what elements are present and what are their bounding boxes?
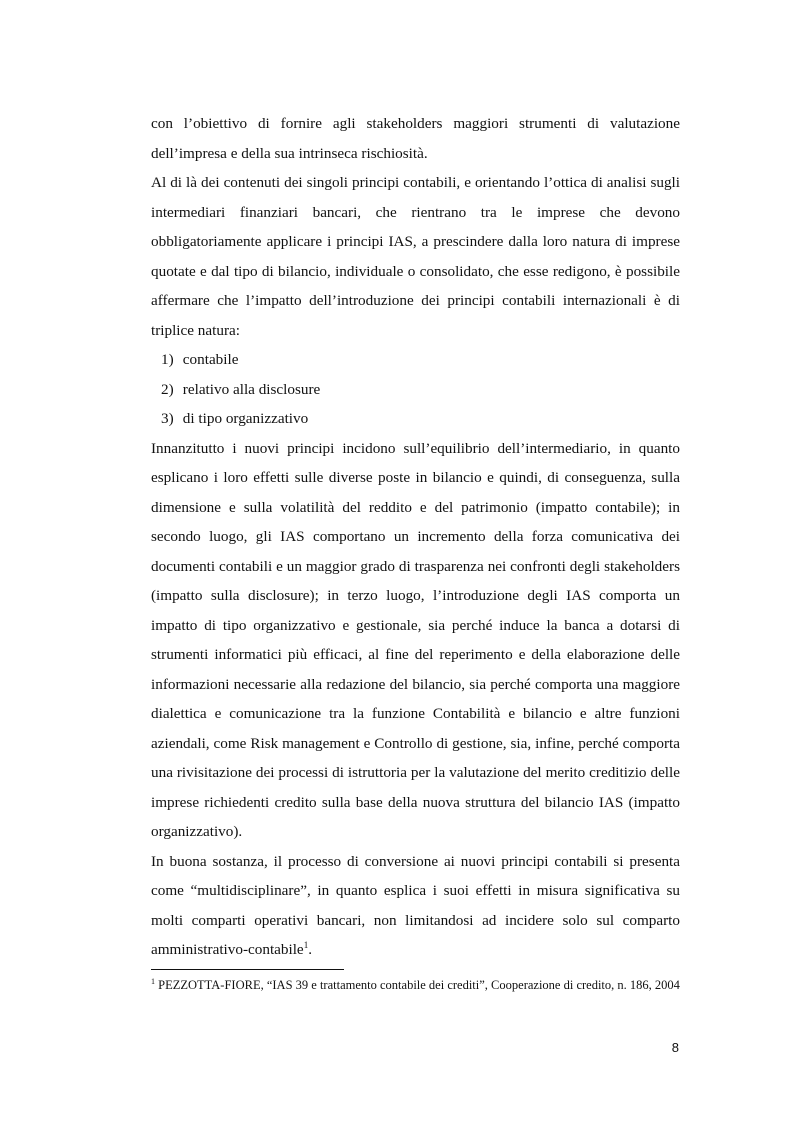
footnote-text: PEZZOTTA-FIORE, “IAS 39 e trattamento contabile dei crediti”, Cooperazione di credito, n. 186, 2004 bbox=[158, 978, 680, 992]
list-item-text: di tipo organizzativo bbox=[182, 410, 309, 427]
list-item bbox=[151, 345, 680, 375]
paragraph-4-end: . bbox=[308, 941, 312, 958]
list-item-text: relativo alla disclosure bbox=[182, 380, 321, 398]
footnote bbox=[151, 976, 680, 994]
list-item-number: 3) bbox=[161, 410, 174, 427]
list-item-number: 1) bbox=[161, 351, 174, 368]
paragraph-4 bbox=[151, 847, 680, 965]
footnote-marker: 1 bbox=[151, 976, 155, 986]
paragraph-2: Al di là dei contenuti dei singoli principi contabili, e orientando l’ottica di analisi sugli intermediari finanziari bancari, che rientrano tra le imprese che devono obbligatoriamente applicare i principi IAS, a prescindere dalla loro natura di imprese quotate e dal tipo di bilancio, individuale o consolidato, che esse redigono, è possibile affermare che l’impatto dell’introduzione dei principi contabili internazionali è di triplice natura: bbox=[151, 174, 680, 339]
page-number: 8 bbox=[671, 1040, 679, 1055]
footnote-separator bbox=[151, 969, 344, 970]
list-item bbox=[151, 375, 680, 405]
impact-list bbox=[151, 345, 680, 434]
paragraph-3: Innanzitutto i nuovi principi incidono sull’equilibrio dell’intermediario, in quanto esplicano i loro effetti sulle diverse poste in bilancio e quindi, di conseguenza, sulla dimensione e sulla volatilità del reddito e del patrimonio (impatto contabile); in secondo luogo, gli IAS comportano un incremento della forza comunicativa dei documenti contabili e un maggior grado di trasparenza nei confronti degli stakeholders (impatto sulla disclosure); in terzo luogo, l’introduzione degli IAS comporta un impatto di tipo organizzativo e gestionale, sia perché induce la banca a dotarsi di strumenti informatici più efficaci, al fine del reperimento e della elaborazione delle informazioni necessarie alla redazione del bilancio, sia perché comporta una maggiore dialettica e comunicazione tra la funzione Contabilità e bilancio e altre funzioni aziendali, come Risk management e Controllo di gestione, sia, infine, perché comporta una rivisitazione dei processi di istruttoria per la valutazione del merito creditizio delle imprese richiedenti credito sulla base della nuova struttura del bilancio IAS (impatto organizzativo). bbox=[151, 439, 680, 840]
paragraph-1: con l’obiettivo di fornire agli stakeholders maggiori strumenti di valutazione dell’impresa e della sua intrinseca rischiosità. bbox=[151, 115, 680, 162]
footnote-reference: 1 bbox=[303, 939, 309, 950]
list-item-number: 2) bbox=[161, 380, 174, 398]
body-text bbox=[151, 109, 680, 965]
list-item-text: contabile bbox=[182, 351, 239, 368]
list-item bbox=[151, 404, 680, 434]
paragraph-4-text: In buona sostanza, il processo di conversione ai nuovi principi contabili si presenta come “multidisciplinare”, in quanto esplica i suoi effetti in misura significativa su molti comparti operativi bancari, non limitandosi ad incidere solo sul comparto amministrativo-contabile bbox=[151, 852, 680, 958]
